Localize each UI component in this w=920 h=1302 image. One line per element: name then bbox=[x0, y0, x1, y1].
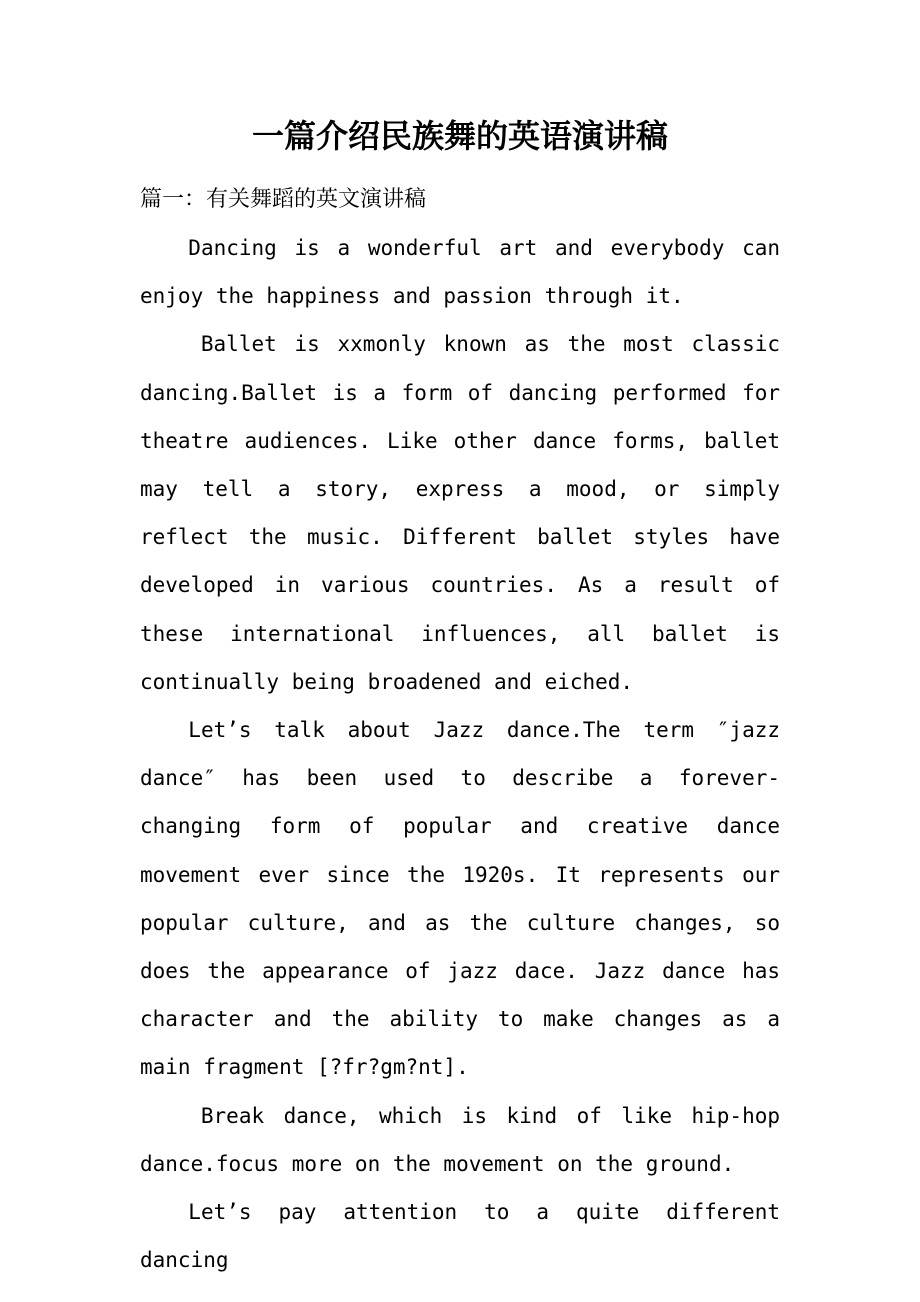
document-body bbox=[140, 224, 780, 1284]
section-heading: 篇一：有关舞蹈的英文演讲稿 bbox=[140, 187, 427, 212]
paragraph: Break dance, which is kind of like hip-hop dance.focus more on the movement on the ground. bbox=[140, 1103, 780, 1176]
paragraph: Dancing is a wonderful art and everybody can enjoy the happiness and passion through it. bbox=[140, 236, 780, 309]
paragraph: Let’s pay attention to a quite different dancing bbox=[140, 1200, 780, 1273]
paragraph: Let’s talk about Jazz dance.The term ″jazz dance″ has been used to describe a forever-changing form of popular and creative dance movement ever since the 1920s. It represents our popular culture, and as the culture changes, so does the appearance of jazz dace. Jazz dance has character and the ability to make changes as a main fragment [?fr?gm?nt]. bbox=[140, 718, 780, 1080]
document-title: 一篇介绍民族舞的英语演讲稿 bbox=[251, 117, 668, 155]
paragraph: Ballet is xxmonly known as the most classic dancing.Ballet is a form of dancing performed for theatre audiences. Like other dance forms, ballet may tell a story, express a mood, or simply reflect the music. Different ballet styles have developed in various countries. As a result of these international influences, all ballet is continually being broadened and eiched. bbox=[140, 332, 780, 694]
